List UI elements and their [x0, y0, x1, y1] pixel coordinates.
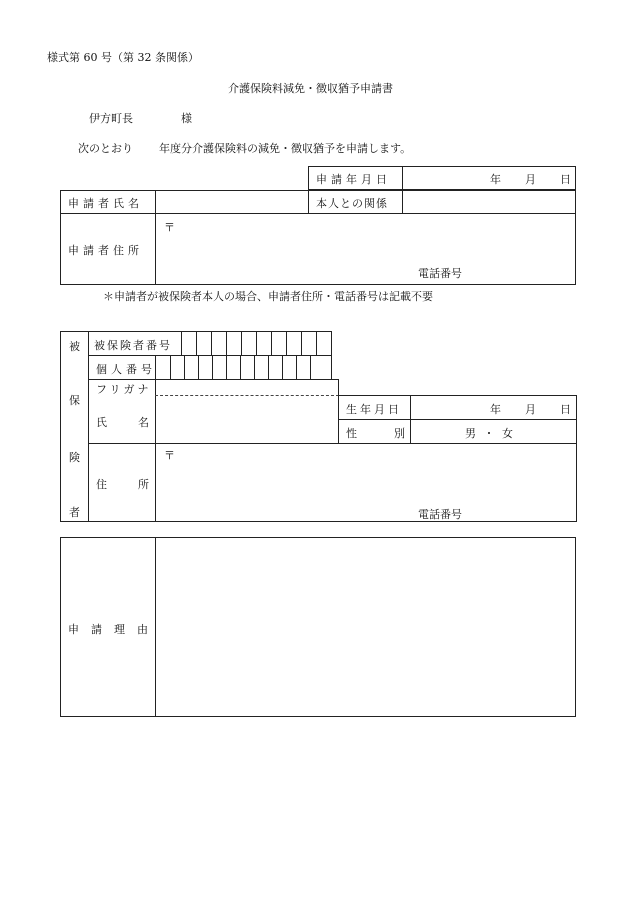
insured-name-field[interactable] [156, 396, 338, 442]
applicant-postal-mark: 〒 [164, 221, 175, 234]
applicant-phone-label: 電話番号 [418, 267, 462, 280]
insured-name-label-2: 名 [138, 416, 149, 429]
application-date-field[interactable] [403, 167, 575, 189]
furigana-field[interactable] [156, 380, 338, 394]
addressee-name: 伊方町長 [89, 112, 133, 125]
birth-day: 日 [560, 403, 571, 416]
applicant-note: ＊申請者が被保険者本人の場合、申請者住所・電話番号は記載不要 [103, 290, 433, 303]
insured-number-label: 被保険者番号 [94, 339, 172, 352]
birth-month: 月 [525, 403, 536, 416]
reason-field[interactable] [156, 538, 575, 716]
application-date-year: 年 [490, 173, 501, 186]
birth-date-label: 生年月日 [346, 403, 402, 416]
applicant-name-field[interactable] [156, 191, 307, 212]
addressee-honorific: 様 [181, 112, 192, 125]
applicant-name-label: 申請者氏名 [68, 197, 143, 210]
insured-number-field[interactable] [182, 332, 331, 354]
sex-options[interactable]: 男 ・ 女 [465, 427, 513, 440]
application-date-day: 日 [560, 173, 571, 186]
insured-address-field[interactable] [156, 444, 575, 500]
insured-phone-field[interactable] [470, 501, 575, 520]
sex-label-2: 別 [394, 427, 405, 440]
insured-side-char-2: 保 [69, 394, 80, 407]
application-date-month: 月 [525, 173, 536, 186]
intro-prefix: 次のとおり [78, 142, 133, 155]
form-number: 様式第 60 号（第 32 条関係） [47, 51, 199, 64]
applicant-address-label: 申請者住所 [68, 244, 143, 257]
insured-name-label-1: 氏 [96, 416, 107, 429]
applicant-address-field[interactable] [156, 214, 575, 262]
insured-address-label-1: 住 [96, 478, 107, 491]
relation-label: 本人との関係 [316, 197, 388, 210]
relation-field[interactable] [403, 191, 575, 212]
applicant-phone-field[interactable] [470, 262, 575, 284]
personal-number-field[interactable] [156, 356, 331, 378]
birth-year: 年 [490, 403, 501, 416]
furigana-label: フリガナ [96, 383, 152, 396]
intro-text: 年度分介護保険料の減免・徴収猶予を申請します。 [159, 142, 412, 155]
reason-label: 申請理由 [68, 623, 160, 636]
insured-side-char-3: 険 [69, 451, 80, 464]
birth-date-field[interactable] [411, 396, 575, 418]
form-title: 介護保険料減免・徴収猶予申請書 [228, 82, 393, 95]
insured-side-char-4: 者 [69, 506, 80, 519]
application-date-label: 申請年月日 [316, 173, 391, 186]
personal-number-label: 個人番号 [96, 363, 156, 376]
insured-address-label-2: 所 [138, 478, 149, 491]
sex-label-1: 性 [346, 427, 357, 440]
insured-side-char-1: 被 [69, 340, 80, 353]
insured-postal-mark: 〒 [164, 449, 175, 462]
insured-phone-label: 電話番号 [418, 508, 462, 521]
